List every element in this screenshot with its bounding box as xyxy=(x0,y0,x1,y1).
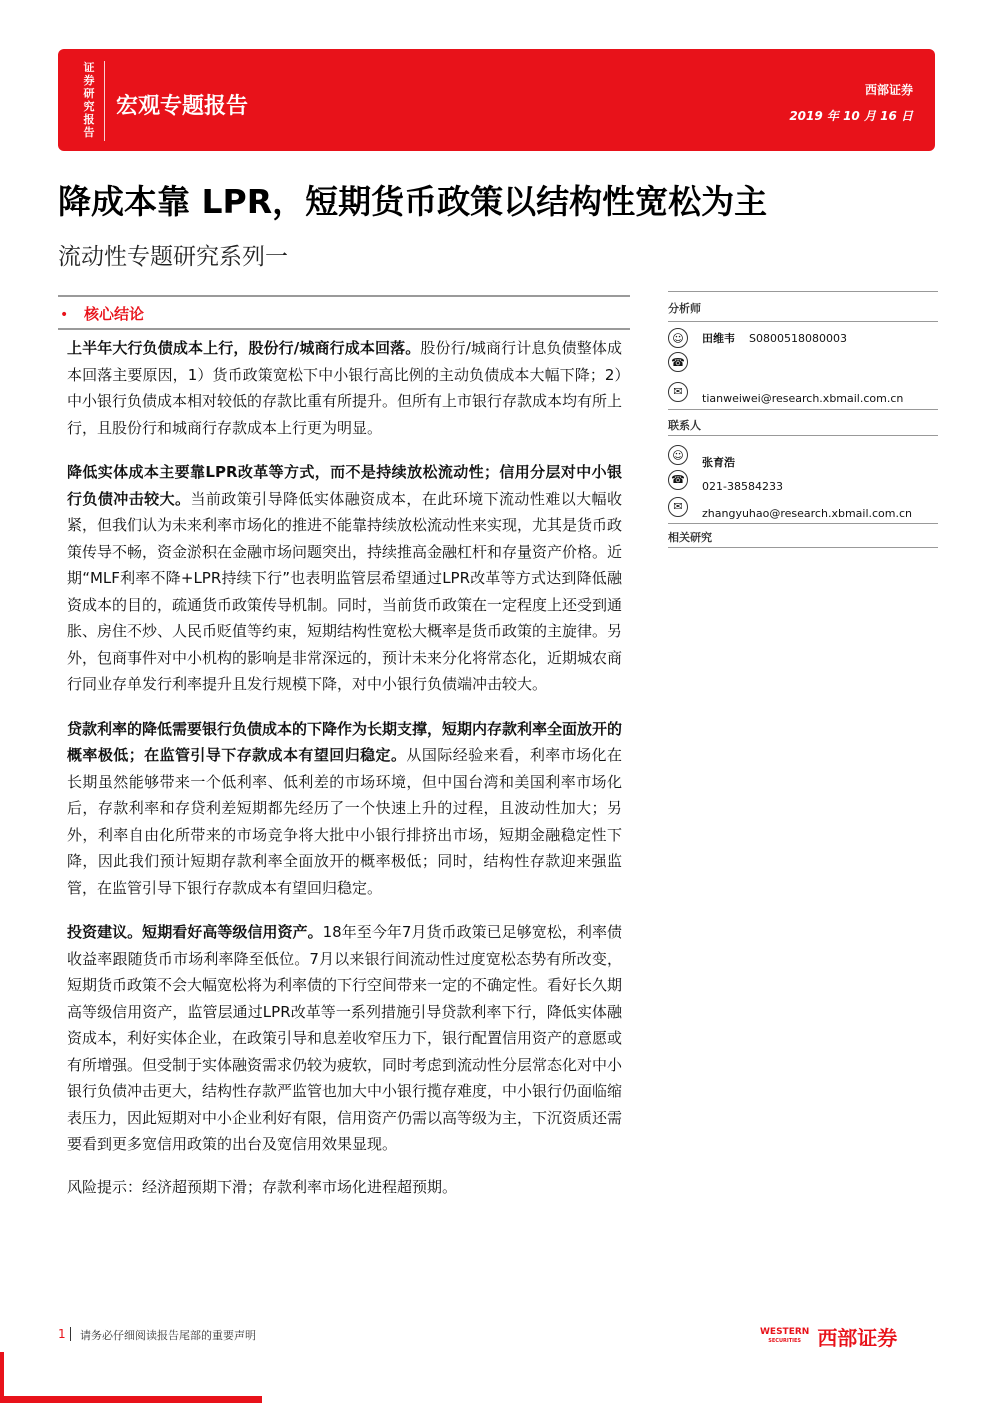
page-title: 降成本靠 LPR，短期货币政策以结构性宽松为主 xyxy=(58,182,768,221)
logo-name: 西部证券 xyxy=(817,1326,898,1350)
analyst-name: 田维韦 xyxy=(702,332,735,345)
vertical-char: 券 xyxy=(83,74,95,87)
section-divider-bottom xyxy=(58,328,630,330)
phone-icon: ☎ xyxy=(668,470,688,490)
vertical-char: 究 xyxy=(83,100,95,113)
company-logo xyxy=(760,1322,897,1351)
sidebar-divider xyxy=(668,409,938,410)
paragraph-text: 股份行/城商行计息负债整体成本回落主要原因，1）货币政策宽松下中小银行高比例的主动负债成本大幅下降；2）中小银行负债成本相对较低的存款比重有所提升。但所有上市银行存款成本均有所上行，且股份行和城商行存款成本上行更为明显。 xyxy=(67,339,623,437)
paragraph-lead: 投资建议。短期看好高等级信用资产。 xyxy=(67,923,323,941)
paragraph-lead: 贷款利率的降低需要银行负债成本的下降作为长期支撑，短期内存款利率全面放开的概率极低；在监管引导下存款成本有望回归稳定。 xyxy=(67,719,623,764)
sidebar-divider xyxy=(668,321,938,322)
sidebar-divider xyxy=(668,547,938,548)
vertical-label xyxy=(80,61,98,139)
section-divider-top xyxy=(58,295,630,297)
vertical-char: 证 xyxy=(83,61,95,74)
paragraph xyxy=(67,335,622,441)
paragraph xyxy=(67,919,622,1158)
paragraph-text: 当前政策引导降低实体融资成本，在此环境下流动性难以大幅收紧，但我们认为未来利率市场化的推进不能靠持续放松流动性来实现，尤其是货币政策传导不畅，资金淤积在金融市场问题突出，持续推高金融杠杆和存量资产价格。近期“MLF利率不降+LPR持续下行”也表明监管层希望通过LPR改革等方式达到降低融资成本的目的，疏通货币政策传导机制。同时，当前货币政策在一定程度上还受到通胀、房住不炒、人民币贬值等约束，短期结构性宽松大概率是货币政策的主旋律。另外，包商事件对中小机构的影响是非常深远的，预计未来分化将常态化，近期城农商行同业存单发行利率提升且发行规模下降，对中小银行负债端冲击较大。 xyxy=(67,489,623,693)
logo-mark-subtext: SECURITIES xyxy=(768,1337,802,1344)
email-icon: ✉ xyxy=(668,497,688,517)
contact-phone-row xyxy=(668,466,783,493)
contact-email-row xyxy=(668,493,912,520)
brand-name: 西部证券 xyxy=(864,83,913,97)
section-title: 核心结论 xyxy=(84,305,145,323)
analyst-email-row xyxy=(668,378,903,405)
analyst-name-row xyxy=(668,328,847,348)
paragraph xyxy=(67,459,622,698)
vertical-char: 报 xyxy=(83,113,95,126)
paragraph-text: 18年至今年7月货币政策已足够宽松，利率债收益率跟随货币市场利率降至低位。7月以来银行间流动性过度宽松态势有所改变，短期货币政策不会大幅宽松将为利率债的下行空间带来一定的不确定性。看好长久期高等级信用资产，监管层通过LPR改革等一系列措施引导贷款利率下行，降低实体融资成本，利好实体企业，在政策引导和息差收窄压力下，银行配置信用资产的意愿或有所增强。但受制于实体融资需求仍较为疲软，同时考虑到流动性分层常态化对中小银行负债冲击更大，结构性存款严监管也加大中小银行揽存难度，中小银行仍面临缩表压力，因此短期对中小企业利好有限，信用资产仍需以高等级为主，下沉资质还需要看到更多宽信用政策的出台及宽信用效果显现。 xyxy=(67,923,623,1153)
footer-separator xyxy=(70,1327,71,1341)
email-icon: ✉ xyxy=(668,382,688,402)
analyst-phone-row xyxy=(668,352,702,372)
bullet-icon: • xyxy=(60,307,69,323)
page-subtitle: 流动性专题研究系列一 xyxy=(58,244,288,270)
body-text xyxy=(67,335,622,1218)
sidebar-divider xyxy=(668,435,938,436)
sidebar-divider xyxy=(668,291,938,292)
paragraph-lead: 降低实体成本主要靠LPR改革等方式，而不是持续放松流动性；信用分层对中小银行负债冲击较大。 xyxy=(67,463,622,508)
logo-mark xyxy=(760,1328,809,1346)
person-icon: ☺ xyxy=(668,328,688,348)
sidebar-divider xyxy=(668,523,938,524)
contact-heading: 联系人 xyxy=(668,419,701,432)
paragraph-text: 从国际经验来看，利率市场化在长期虽然能够带来一个低利率、低利差的市场环境，但中国台湾和美国利率市场化后，存款利率和存贷利差短期都先经历了一个快速上升的过程，且波动性加大；另外，利率自由化所带来的市场竞争将大批中小银行排挤出市场，短期金融稳定性下降，因此我们预计短期存款利率全面放开的概率极低；同时，结构性存款迎来强监管，在监管引导下银行存款成本有望回归稳定。 xyxy=(67,746,622,897)
header-banner xyxy=(58,49,935,151)
analyst-heading: 分析师 xyxy=(668,302,701,315)
related-heading: 相关研究 xyxy=(668,531,712,544)
contact-email[interactable]: zhangyuhao@research.xbmail.com.cn xyxy=(702,507,913,520)
paragraph-lead: 上半年大行负债成本上行，股份行/城商行成本回落。 xyxy=(67,339,421,357)
vertical-char: 告 xyxy=(83,126,95,139)
contact-name: 张育浩 xyxy=(702,456,735,469)
contact-phone: 021-38584233 xyxy=(702,480,783,493)
risk-note: 风险提示：经济超预期下滑；存款利率市场化进程超预期。 xyxy=(67,1177,458,1196)
page-number: 1 xyxy=(58,1327,66,1341)
phone-icon: ☎ xyxy=(668,352,688,372)
paragraph xyxy=(67,716,622,902)
report-date: 2019 年 10 月 16 日 xyxy=(789,109,913,123)
banner-divider xyxy=(104,61,105,141)
report-type: 宏观专题报告 xyxy=(116,94,249,119)
logo-mark-text: WESTERN xyxy=(760,1326,810,1337)
person-icon: ☺ xyxy=(668,445,688,465)
corner-accent xyxy=(0,1396,262,1403)
analyst-cert: S0800518080003 xyxy=(749,331,847,345)
analyst-email[interactable]: tianweiwei@research.xbmail.com.cn xyxy=(702,392,904,405)
disclaimer-note: 请务必仔细阅读报告尾部的重要声明 xyxy=(80,1329,256,1342)
vertical-char: 研 xyxy=(83,87,95,100)
